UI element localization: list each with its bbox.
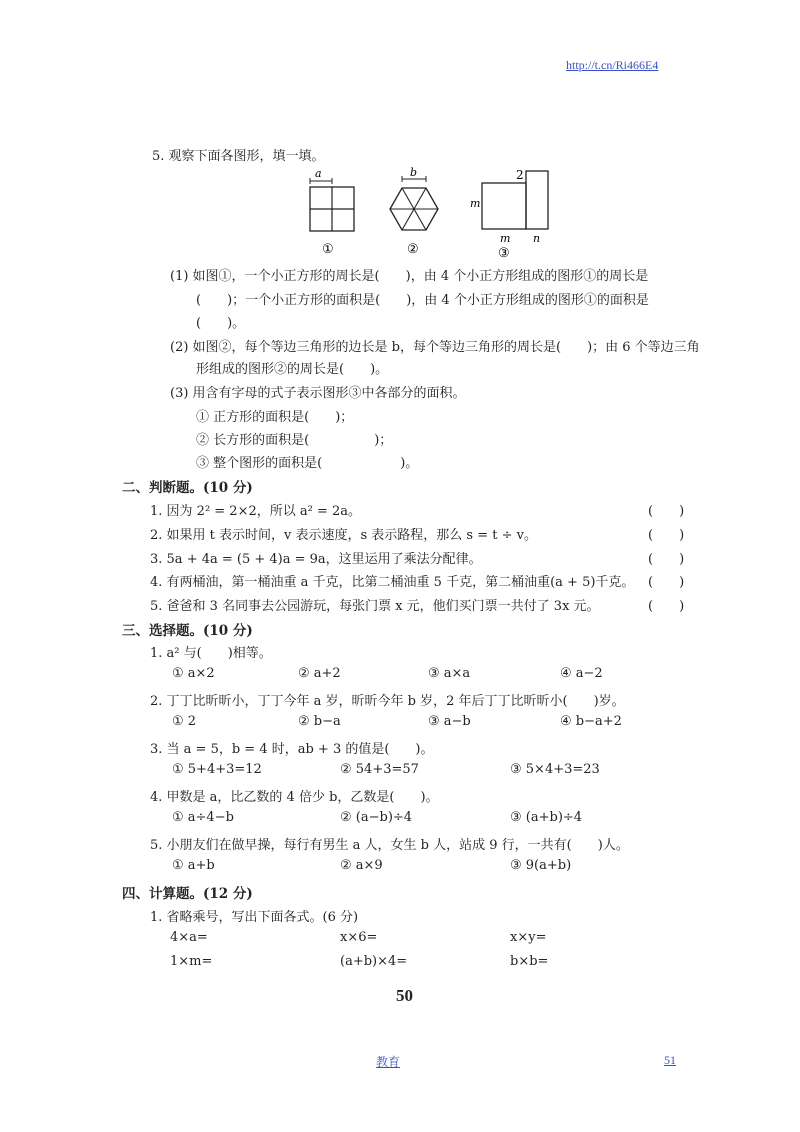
section-3-title: 三、选择题。(10 分) [122, 623, 253, 639]
judge-answer-box-5[interactable]: ( ) [648, 599, 685, 614]
choice-q5-stem: 5. 小朋友们在做早操，每行有男生 a 人，女生 b 人，站成 9 行，一共有( )人。 [150, 838, 629, 853]
choice-q1-opt1[interactable]: ① a×2 [172, 666, 215, 681]
q5-p1-line3: ( )。 [196, 316, 246, 331]
judge-answer-box-2[interactable]: ( ) [648, 528, 685, 543]
choice-q4-opt2[interactable]: ② (a−b)÷4 [340, 810, 413, 825]
choice-q2-opt4[interactable]: ④ b−a+2 [560, 714, 622, 729]
section-4-title: 四、计算题。(12 分) [122, 886, 253, 902]
judge-item-5: 5. 爸爸和 3 名同事去公园游玩，每张门票 x 元，他们买门票一共付了 3x 元。 [150, 599, 600, 614]
figure-2-hexagon [390, 176, 438, 230]
choice-q5-opt2[interactable]: ② a×9 [340, 858, 383, 873]
choice-q3-stem: 3. 当 a = 5，b = 4 时，ab + 3 的值是( )。 [150, 742, 434, 757]
choice-q1-opt4[interactable]: ④ a−2 [560, 666, 603, 681]
judge-item-4: 4. 有两桶油，第一桶油重 a 千克，比第二桶油重 5 千克，第二桶油重(a + 5)千克。 [150, 575, 635, 590]
calc-expr-6: b×b= [510, 954, 549, 969]
choice-q5-opt1[interactable]: ① a+b [172, 858, 215, 873]
q5-p3-item3: ③ 整个图形的面积是( )。 [196, 456, 419, 471]
page-number: 50 [396, 986, 413, 1005]
judge-item-2: 2. 如果用 t 表示时间，v 表示速度，s 表示路程，那么 s = t ÷ v。 [150, 528, 537, 543]
choice-q3-opt1[interactable]: ① 5+4+3=12 [172, 762, 262, 777]
judge-answer-box-4[interactable]: ( ) [648, 575, 685, 590]
calc-expr-5: (a+b)×4= [340, 954, 408, 969]
calc-sub1-title: 1. 省略乘号，写出下面各式。(6 分) [150, 910, 359, 925]
figure-3-square-rect [482, 171, 548, 229]
choice-q2-stem: 2. 丁丁比昕昕小，丁丁今年 a 岁，昕昕今年 b 岁，2 年后丁丁比昕昕小( )岁。 [150, 694, 625, 709]
fig3-var-m-bottom: m [500, 232, 511, 245]
calc-expr-4: 1×m= [170, 954, 213, 969]
judge-answer-box-1[interactable]: ( ) [648, 504, 685, 519]
q5-p2-line1: (2) 如图②，每个等边三角形的边长是 b，每个等边三角形的周长是( )；由 6 个等边三角 [170, 340, 700, 355]
q5-p2-line2: 形组成的图形②的周长是( )。 [196, 362, 389, 377]
q5-p1-line1: (1) 如图①，一个小正方形的周长是( )，由 4 个小正方形组成的图形①的周长是 [170, 269, 649, 284]
choice-q1-stem: 1. a² 与( )相等。 [150, 646, 272, 661]
footer-link-number[interactable]: 51 [664, 1053, 676, 1067]
choice-q2-opt1[interactable]: ① 2 [172, 714, 197, 729]
calc-expr-1: 4×a= [170, 930, 208, 945]
fig1-label: ① [322, 242, 334, 257]
calc-expr-2: x×6= [340, 930, 378, 945]
q5-p1-line2: ( )；一个小正方形的面积是( )，由 4 个小正方形组成的图形①的面积是 [196, 293, 649, 308]
choice-q3-opt2[interactable]: ② 54+3=57 [340, 762, 419, 777]
choice-q4-opt3[interactable]: ③ (a+b)÷4 [510, 810, 583, 825]
choice-q1-opt3[interactable]: ③ a×a [428, 666, 471, 681]
q5-p3-line1: (3) 用含有字母的式子表示图形③中各部分的面积。 [170, 386, 466, 401]
fig3-var-two: 2 [516, 168, 524, 182]
judge-answer-box-3[interactable]: ( ) [648, 552, 685, 567]
q5-figures [290, 165, 570, 265]
choice-q2-opt2[interactable]: ② b−a [298, 714, 341, 729]
choice-q1-opt2[interactable]: ② a+2 [298, 666, 341, 681]
section-2-title: 二、判断题。(10 分) [122, 480, 253, 496]
fig3-label: ③ [498, 246, 510, 261]
footer-link-text[interactable]: 教育 [376, 1055, 401, 1069]
fig3-var-n: n [533, 232, 541, 245]
choice-q5-opt3[interactable]: ③ 9(a+b) [510, 858, 572, 873]
fig2-label: ② [407, 242, 419, 257]
figure-1-squares [310, 178, 354, 231]
q5-title: 5. 观察下面各图形，填一填。 [152, 149, 325, 164]
q5-p3-item1: ① 正方形的面积是( )； [196, 410, 354, 425]
choice-q4-stem: 4. 甲数是 a，比乙数的 4 倍少 b，乙数是( )。 [150, 790, 439, 805]
q5-p3-item2: ② 长方形的面积是( )； [196, 433, 393, 448]
judge-item-3: 3. 5a + 4a = (5 + 4)a = 9a，这里运用了乘法分配律。 [150, 552, 482, 567]
fig3-var-m-side: m [470, 197, 481, 210]
calc-expr-3: x×y= [510, 930, 547, 945]
judge-item-1: 1. 因为 2² = 2×2，所以 a² = 2a。 [150, 504, 362, 519]
choice-q2-opt3[interactable]: ③ a−b [428, 714, 471, 729]
header-url-link[interactable]: http://t.cn/Ri466E4 [566, 58, 659, 72]
fig2-var-b: b [410, 166, 418, 179]
choice-q4-opt1[interactable]: ① a÷4−b [172, 810, 234, 825]
fig1-var-a: a [315, 167, 322, 180]
choice-q3-opt3[interactable]: ③ 5×4+3=23 [510, 762, 600, 777]
